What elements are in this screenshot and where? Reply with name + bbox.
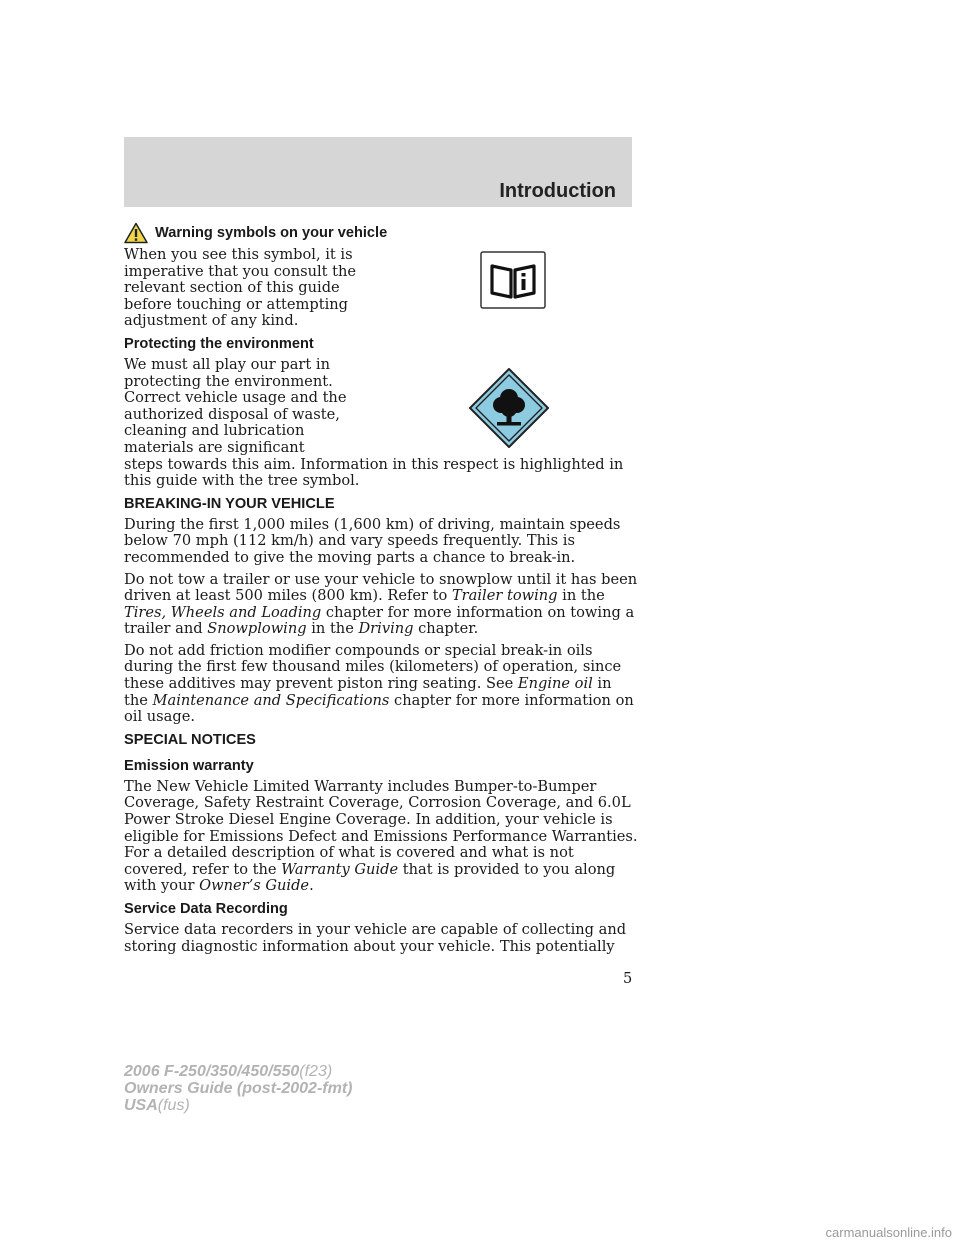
- manual-symbol: [480, 251, 546, 309]
- breakin-p2-text-5: chapter.: [413, 620, 479, 638]
- page-number: 5: [623, 970, 633, 987]
- page-content: [124, 222, 638, 960]
- environment-heading: Protecting the environment: [124, 335, 314, 352]
- breakin-paragraph-1: During the first 1,000 miles (1,600 km) of driving, maintain speeds below 70 mph (112 km/h) and vary speeds frequently. This is recommended to give the moving parts a chance to break-in.: [124, 515, 621, 566]
- breakin-p2-text-3: chapter for more information on towing a trailer and: [124, 603, 635, 638]
- warning-heading: Warning symbols on your vehicle: [155, 225, 388, 241]
- special-notices-heading: SPECIAL NOTICES: [124, 731, 256, 748]
- breakin-p2-text-2: in the: [557, 587, 605, 605]
- service-data-body: Service data recorders in your vehicle are capable of collecting and storing diagnostic information about your vehicle. This potentially: [124, 921, 627, 955]
- section-title: Introduction: [499, 180, 616, 202]
- breakin-paragraph-2: [124, 572, 638, 638]
- environment-body-part1: We must all play our part in protecting the environment. Correct vehicle usage and the authorized disposal of waste, cleaning and lubrication materials are significant: [124, 355, 347, 456]
- environment-body-part2: steps towards this aim. Information in this respect is highlighted in this guide with the tree symbol.: [124, 455, 624, 490]
- tree-diamond-icon: [468, 367, 550, 449]
- service-data-heading: Service Data Recording: [124, 901, 288, 917]
- footer-line-3: [124, 1097, 352, 1114]
- warning-body: When you see this symbol, it is imperative that you consult the relevant section of this guide before touching or attempting adjustment of any kind.: [124, 246, 357, 330]
- breakin-p3-text-1: Do not add friction modifier compounds or special break-in oils during the first few thousand miles (kilometers) of operation, since these additives may prevent piston ring seating. See: [124, 641, 622, 693]
- owners-manual-icon: [480, 251, 546, 309]
- tires-wheels-loading-ref: Tires, Wheels and Loading: [124, 603, 322, 621]
- breakin-p3-text-3: chapter for more information on oil usage.: [124, 691, 634, 726]
- breakin-p2-text-4: in the: [306, 620, 359, 638]
- trailer-towing-ref: Trailer towing: [451, 587, 558, 605]
- breakin-p3-text-2: in the: [124, 675, 612, 709]
- footer-line-1: [124, 1063, 352, 1080]
- emission-body: [124, 779, 638, 895]
- breakin-p2-text-1: Do not tow a trailer or use your vehicle to snowplow until it has been driven at least 500 miles (800 km). Refer to: [124, 570, 638, 605]
- breakin-heading: BREAKING-IN YOUR VEHICLE: [124, 495, 335, 512]
- emission-text-3: .: [309, 877, 314, 895]
- emission-heading: Emission warranty: [124, 757, 254, 774]
- tree-symbol: [468, 367, 550, 449]
- warranty-guide-ref: Warranty Guide: [281, 860, 399, 878]
- engine-oil-ref: Engine oil: [517, 675, 593, 693]
- warning-heading-row: [124, 222, 638, 244]
- emission-text-2: that is provided to you along with your: [124, 860, 616, 895]
- footer-market: USA: [124, 1097, 158, 1114]
- footer-model: 2006 F-250/350/450/550: [124, 1063, 300, 1080]
- owners-guide-ref: Owner’s Guide: [199, 877, 310, 895]
- footer-market-code: (fus): [157, 1097, 190, 1114]
- breakin-paragraph-3: [124, 643, 638, 726]
- emission-text-1: The New Vehicle Limited Warranty includes Bumper-to-Bumper Coverage, Safety Restraint Coverage, Corrosion Coverage, and 6.0L Power Stroke Diesel Engine Coverage. In addition, your vehicle is eligible for Emissions Defect and Emissions Performance Warranties. For a detailed description of what is covered and what is not covered, refer to the: [124, 777, 638, 878]
- driving-ref: Driving: [358, 620, 414, 638]
- header-band: [124, 137, 632, 207]
- footer-line-2: Owners Guide (post-2002-fmt): [124, 1080, 353, 1097]
- watermark: carmanualsonline.info: [825, 1225, 952, 1240]
- warning-triangle-icon: [124, 222, 148, 244]
- footer-doc-id: [124, 1063, 352, 1114]
- footer-model-code: (f23): [299, 1063, 333, 1080]
- maintenance-specs-ref: Maintenance and Specifications: [152, 691, 390, 709]
- snowplowing-ref: Snowplowing: [207, 620, 307, 638]
